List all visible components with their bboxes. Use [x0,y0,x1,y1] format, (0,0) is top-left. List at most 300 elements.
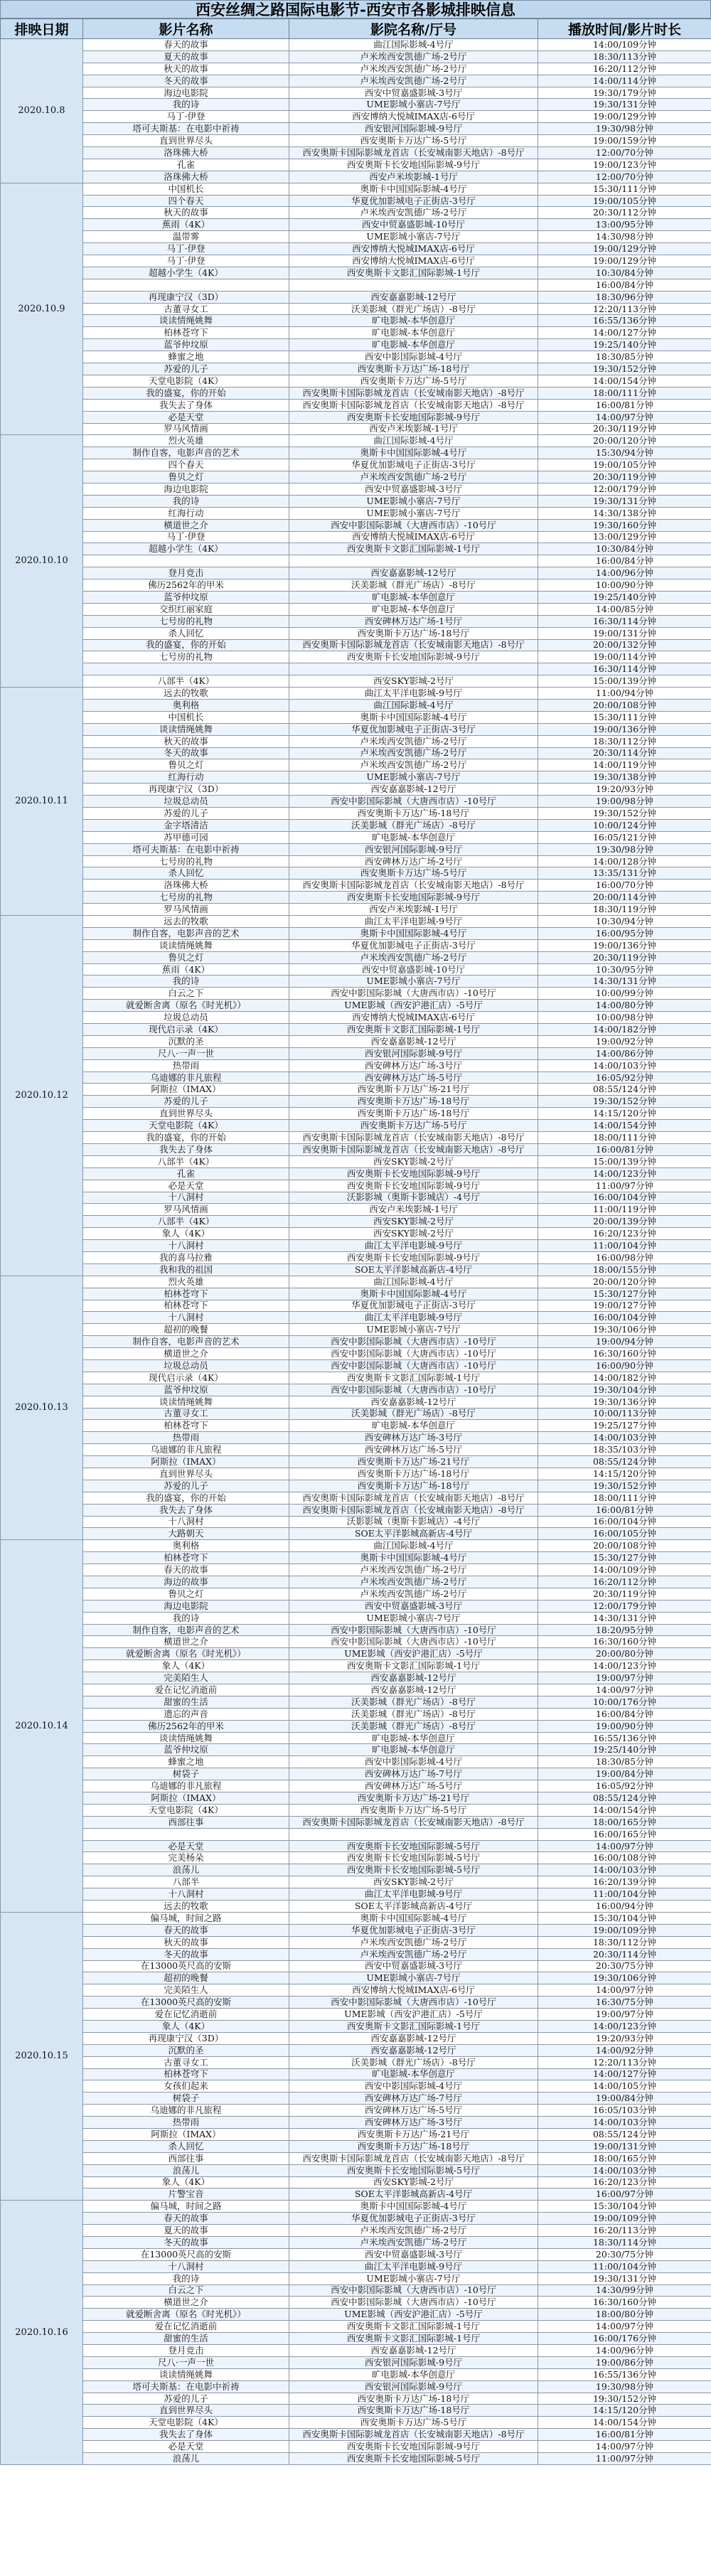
cinema-cell: 西安奥斯卡万达广场-21号厅 [289,1084,538,1096]
table-row [1,1155,711,1167]
film-cell: 沉默的圣 [83,2044,289,2056]
cinema-cell: 西安奥斯卡万达广场-18号厅 [289,2140,538,2152]
table-row [1,519,711,531]
time-cell: 14:00/128分钟 [538,855,711,867]
table-row [1,1444,711,1456]
time-cell: 19:00/109分钟 [538,1924,711,1936]
table-row [1,39,711,51]
film-cell: 海边的故事 [83,1576,289,1588]
table-row [1,1528,711,1540]
film-cell: 我的诗 [83,1612,289,1624]
table-row [1,1059,711,1071]
table-row [1,459,711,471]
cinema-cell: 曲江国际影城-4号厅 [289,435,538,447]
film-cell: 遗忘的声音 [83,1708,289,1720]
time-cell: 14:00/127分钟 [538,327,711,339]
table-row [1,1864,711,1876]
cinema-cell: 西安奥斯卡国际影城龙首店（长安城南影天地店）-8号厅 [289,2429,538,2441]
film-cell: 我的喜马拉雅 [83,1251,289,1263]
time-cell: 14:00/103分钟 [538,1059,711,1071]
time-cell: 20:00/80分钟 [538,1648,711,1660]
cinema-cell: 西安奥斯卡万达广场-18号厅 [289,1108,538,1120]
time-cell: 20:00/120分钟 [538,1276,711,1288]
film-cell: 象人（4K） [83,2020,289,2032]
time-cell: 19:00/131分钟 [538,627,711,639]
cinema-cell: 西安奥斯卡万达广场-5号厅 [289,867,538,880]
film-cell: 柏林苍穹下 [83,327,289,339]
film-cell: 八部半（4K） [83,675,289,688]
time-cell: 16:55/136分钟 [538,2368,711,2380]
time-cell: 14:00/119分钟 [538,759,711,771]
film-cell: 直到世界尽头 [83,2405,289,2417]
header-cinema: 影院名称/厅号 [289,19,538,39]
film-cell: 完美杨朵 [83,1852,289,1864]
cinema-cell: 沃美影城（群光广场店）-8号厅 [289,819,538,831]
cinema-cell: 曲江国际影城-4号厅 [289,1276,538,1288]
film-cell: 完美陌生人 [83,1672,289,1684]
cinema-cell: 卢米埃西安凯德广场-2号厅 [289,735,538,747]
time-cell: 18:30/113分钟 [538,50,711,63]
time-cell: 14:00/86分钟 [538,1047,711,1059]
table-row [1,1480,711,1492]
cinema-cell: 西安卢米埃影城-1号厅 [289,1204,538,1216]
cinema-cell: 西安中影国际影城-4号厅 [289,2080,538,2093]
time-cell: 08:55/124分钟 [538,2128,711,2140]
cinema-cell: UME影城小寨店-7号厅 [289,495,538,507]
table-row [1,2429,711,2441]
film-cell: 温带雾 [83,231,289,243]
table-row [1,579,711,592]
time-cell: 15:30/104分钟 [538,2201,711,2213]
table-row [1,939,711,951]
time-cell: 19:00/86分钟 [538,2356,711,2368]
time-cell: 16:05/92分钟 [538,1071,711,1084]
table-row [1,1576,711,1588]
cinema-cell: 西安嘉嘉影城-12号厅 [289,1672,538,1684]
cinema-cell: 西安博纳大悦城IMAX店-6号厅 [289,531,538,543]
table-row [1,2260,711,2272]
table-row [1,1696,711,1708]
cinema-cell: 西安银河国际影城-9号厅 [289,2356,538,2368]
film-cell: 远去的牧歌 [83,916,289,928]
table-row [1,699,711,711]
cinema-cell: 卢米埃西安凯德广场-2号厅 [289,951,538,963]
film-cell: 我失去了身体 [83,2429,289,2441]
time-cell: 19:00/109分钟 [538,2213,711,2225]
table-row [1,1876,711,1888]
film-cell: 横道世之介 [83,2297,289,2309]
cinema-cell: 卢米埃西安凯德广场-2号厅 [289,1588,538,1600]
film-cell: 佛历2562年的甲米 [83,579,289,592]
table-row [1,159,711,171]
cinema-cell: 西安嘉嘉影城-12号厅 [289,1684,538,1696]
film-cell: 蜂蜜之地 [83,1756,289,1768]
film-cell: 白云之下 [83,988,289,1000]
time-cell: 19:30/152分钟 [538,2393,711,2405]
cinema-cell: 西安SKY影城-2号厅 [289,2176,538,2188]
cinema-cell: 卢米埃西安凯德广场-2号厅 [289,471,538,483]
table-row [1,892,711,904]
time-cell: 19:00/127分钟 [538,1300,711,1312]
schedule-body [1,39,711,2465]
film-cell: 蓝爷仲坟原 [83,591,289,603]
cinema-cell: 西安SKY影城-2号厅 [289,1155,538,1167]
table-row [1,2032,711,2044]
cinema-cell: 西安卢米埃影城-1号厅 [289,423,538,435]
table-row [1,1468,711,1480]
table-row [1,2068,711,2080]
film-cell: 冬天的故事 [83,747,289,759]
film-cell: 杀人回忆 [83,867,289,880]
film-cell: 浪荡儿 [83,2453,289,2465]
film-cell: 再现康宁汉（3D） [83,291,289,303]
table-row [1,2236,711,2248]
time-cell: 20:30/75分钟 [538,1960,711,1972]
film-cell: 甜蜜的生活 [83,1696,289,1708]
cinema-cell: 西安中贸嘉盛影城-3号厅 [289,1960,538,1972]
table-row [1,2453,711,2465]
time-cell: 14:00/154分钟 [538,1120,711,1132]
table-row [1,904,711,916]
cinema-cell: 西安奥斯卡国际影城龙首店（长安城南影天地店）-8号厅 [289,147,538,159]
cinema-cell: 奥斯卡中国国际影城-4号厅 [289,1912,538,1924]
cinema-cell: UME影城（西安沪港汇店）-5号厅 [289,1000,538,1012]
table-row [1,1420,711,1432]
table-row [1,1504,711,1516]
time-cell: 16:55/136分钟 [538,315,711,327]
film-cell: 洛珠佛大桥 [83,171,289,183]
table-row [1,591,711,603]
table-row [1,1336,711,1348]
cinema-cell: 卢米埃西安凯德广场-2号厅 [289,747,538,759]
cinema-cell: UME影城小寨店-7号厅 [289,1972,538,1984]
time-cell: 16:00/84分钟 [538,1708,711,1720]
cinema-cell: 西安中影国际影城（大唐西市店）-10号厅 [289,796,538,808]
table-row [1,2309,711,2321]
table-row [1,1648,711,1660]
table-row [1,123,711,135]
table-row [1,255,711,267]
time-cell: 08:55/124分钟 [538,1084,711,1096]
time-cell: 16:00/81分钟 [538,1504,711,1516]
time-cell: 16:05/103分钟 [538,2105,711,2117]
table-row [1,2140,711,2152]
time-cell: 16:00/81分钟 [538,399,711,411]
table-row [1,1612,711,1624]
time-cell: 18:30/114分钟 [538,2236,711,2248]
table-row [1,243,711,255]
film-cell: 浪荡儿 [83,1864,289,1876]
time-cell: 16:00/176分钟 [538,2333,711,2345]
time-cell: 20:00/120分钟 [538,435,711,447]
time-cell: 14:00/154分钟 [538,375,711,387]
cinema-cell: 西安奥斯卡长安地国际影城-9号厅 [289,411,538,423]
table-row [1,916,711,928]
film-cell: 甜蜜的生活 [83,2333,289,2345]
film-cell: 四个春天 [83,195,289,207]
time-cell: 19:30/131分钟 [538,99,711,111]
cinema-cell: SOE太平洋影城高新店-4号厅 [289,1528,538,1540]
table-row [1,951,711,963]
table-row [1,2417,711,2429]
film-cell: 烈火英雄 [83,1276,289,1288]
cinema-cell: 西安奥斯卡万达广场-21号厅 [289,1792,538,1805]
film-cell: 苏爱的儿子 [83,2393,289,2405]
time-cell: 19:30/160分钟 [538,519,711,531]
time-cell: 10:00/113分钟 [538,1408,711,1420]
film-cell: 偏马城，时间之路 [83,1912,289,1924]
time-cell: 15:30/111分钟 [538,183,711,195]
cinema-cell: 西安奥斯卡长安地国际影城-9号厅 [289,651,538,663]
table-row [1,1768,711,1780]
table-row [1,1192,711,1204]
cinema-cell: 华夏优加影城电子正街店-3号厅 [289,2213,538,2225]
cinema-cell: 西安SKY影城-2号厅 [289,675,538,688]
table-row [1,1780,711,1792]
time-cell: 19:30/104分钟 [538,1384,711,1396]
cinema-cell: 西安奥斯卡国际影城龙首店（长安城南影天地店）-8号厅 [289,1143,538,1155]
time-cell: 19:25/140分钟 [538,591,711,603]
table-row [1,1901,711,1913]
time-cell: 16:00/90分钟 [538,1359,711,1372]
film-cell: 马丁·伊登 [83,255,289,267]
cinema-cell: 西安中影国际影城（大唐西市店）-10号厅 [289,988,538,1000]
time-cell: 18:00/165分钟 [538,2152,711,2164]
cinema-cell: 西安银河国际影城-9号厅 [289,1047,538,1059]
cinema-cell [289,1828,538,1840]
table-row [1,819,711,831]
cinema-cell: 西安奥斯卡国际影城龙首店（长安城南影天地店）-8号厅 [289,1492,538,1504]
time-cell: 20:30/75分钟 [538,2248,711,2260]
film-cell: 远去的牧歌 [83,1901,289,1913]
time-cell: 19:00/123分钟 [538,159,711,171]
time-cell: 16:30/160分钟 [538,1636,711,1648]
cinema-cell: 西安嘉嘉影城-12号厅 [289,2044,538,2056]
time-cell: 15:30/104分钟 [538,1912,711,1924]
time-cell: 16:00/108分钟 [538,1852,711,1864]
film-cell: 直到世界尽头 [83,1108,289,1120]
table-row [1,2441,711,2453]
cinema-cell: SOE太平洋影城高新店-4号厅 [289,1263,538,1276]
time-cell: 16:30/114分钟 [538,663,711,675]
cinema-cell: 卢米埃西安凯德广场-2号厅 [289,2236,538,2248]
cinema-cell: 西安奥斯卡国际影城龙首店（长安城南影天地店）-8号厅 [289,399,538,411]
cinema-cell: 沃美影城（群光广场店）-8号厅 [289,1720,538,1732]
cinema-cell [289,279,538,291]
cinema-cell: 西安奥斯卡万达广场-18号厅 [289,808,538,820]
table-row [1,1096,711,1108]
film-cell: 横道世之介 [83,1348,289,1360]
film-cell: 垃圾总动员 [83,1012,289,1024]
cinema-cell: 卢米埃西安凯德广场-2号厅 [289,50,538,63]
time-cell: 14:00/80分钟 [538,1000,711,1012]
cinema-cell: 旷电影城-本华创意厅 [289,1744,538,1756]
table-row [1,1324,711,1336]
table-row [1,1143,711,1155]
time-cell: 19:25/127分钟 [538,1420,711,1432]
table-row [1,796,711,808]
film-cell: 苏爱的儿子 [83,1480,289,1492]
film-cell: 白云之下 [83,2284,289,2297]
cinema-cell: 西安博纳大悦城IMAX店-6号厅 [289,1984,538,1997]
time-cell: 19:25/140分钟 [538,339,711,351]
table-row [1,1204,711,1216]
film-cell: 必是天堂 [83,1180,289,1192]
table-row [1,375,711,387]
time-cell: 18:30/85分钟 [538,1756,711,1768]
table-row [1,2176,711,2188]
time-cell: 20:00/114分钟 [538,892,711,904]
film-cell: 四个春天 [83,459,289,471]
film-cell: 苏甲德可园 [83,831,289,843]
cinema-cell: 旷电影城-本华创意厅 [289,591,538,603]
cinema-cell: 西安奥斯卡长安地国际影城-9号厅 [289,1167,538,1180]
film-cell: 我的盛宴，你的开始 [83,387,289,399]
film-cell: 谈读情绳姚舞 [83,1396,289,1408]
cinema-cell: 西安中影国际影城-4号厅 [289,1756,538,1768]
cinema-cell: 旷电影城-本华创意厅 [289,831,538,843]
cinema-cell: 曲江国际影城-4号厅 [289,699,538,711]
film-cell: 鲁贝之灯 [83,951,289,963]
header-film: 影片名称 [83,19,289,39]
film-cell: 十八洞村 [83,1516,289,1528]
film-cell: 红海行动 [83,507,289,519]
cinema-cell: 卢米埃西安凯德广场-2号厅 [289,75,538,87]
time-cell: 16:00/97分钟 [538,2188,711,2201]
table-row [1,63,711,75]
time-cell: 14:00/103分钟 [538,1432,711,1444]
date-cell: 2020.10.11 [1,688,83,916]
table-row [1,2201,711,2213]
film-cell: 西部往事 [83,2152,289,2164]
table-row [1,759,711,771]
table-row [1,988,711,1000]
film-cell: 爱在记忆消逝前 [83,2321,289,2333]
film-cell: 乌迪娜的非凡旅程 [83,1071,289,1084]
film-cell: 蓝爷仲坟原 [83,1384,289,1396]
time-cell: 19:00/84分钟 [538,2093,711,2105]
time-cell: 10:00/176分钟 [538,1696,711,1708]
table-row [1,808,711,820]
time-cell: 16:20/123分钟 [538,2176,711,2188]
table-row [1,1024,711,1036]
cinema-cell: 曲江太平洋电影城-9号厅 [289,916,538,928]
cinema-cell: 西安嘉嘉影城-12号厅 [289,2032,538,2044]
cinema-cell: 旷电影城-本华创意厅 [289,603,538,615]
film-cell: 必是天堂 [83,411,289,423]
table-row [1,315,711,327]
film-cell: 乌迪娜的非凡旅程 [83,1444,289,1456]
table-row [1,1972,711,1984]
table-row [1,1960,711,1972]
film-cell [83,663,289,675]
cinema-cell: 旷电影城-本华创意厅 [289,1420,538,1432]
film-cell: 远去的牧歌 [83,688,289,700]
time-cell: 11:00/104分钟 [538,1240,711,1252]
date-cell: 2020.10.15 [1,1912,83,2200]
film-cell: 春天的故事 [83,1564,289,1576]
film-cell: 乌迪娜的非凡旅程 [83,1780,289,1792]
date-cell: 2020.10.14 [1,1540,83,1913]
time-cell: 13:35/131分钟 [538,867,711,880]
table-row [1,1984,711,1997]
time-cell: 14:00/105分钟 [538,2080,711,2093]
film-cell: 谈读情绳姚舞 [83,2368,289,2380]
film-cell: 奥利格 [83,1540,289,1552]
table-row [1,1840,711,1852]
table-row [1,2368,711,2380]
table-row [1,2105,711,2117]
film-cell: 必是天堂 [83,1840,289,1852]
table-row [1,2128,711,2140]
film-cell: 超初的晚餐 [83,1972,289,1984]
cinema-cell: 西安奥斯卡文影汇国际影城-1号厅 [289,2333,538,2345]
time-cell: 18:00/165分钟 [538,1816,711,1828]
table-row [1,2009,711,2021]
cinema-cell: 西安奥斯卡万达广场-18号厅 [289,627,538,639]
table-row [1,303,711,315]
time-cell: 19:00/131分钟 [538,2140,711,2152]
cinema-cell: 沃美影城（群光广场店）-8号厅 [289,1696,538,1708]
table-row [1,1828,711,1840]
time-cell: 19:30/131分钟 [538,495,711,507]
cinema-cell: 西安碑林万达广场-5号厅 [289,1444,538,1456]
time-cell: 16:30/114分钟 [538,615,711,627]
cinema-cell: 西安中影国际影城（大唐西市店）-10号厅 [289,1636,538,1648]
film-cell: 我的盛宴，你的开始 [83,1492,289,1504]
cinema-cell: 西安中贸嘉盛影城-3号厅 [289,1600,538,1612]
table-row [1,483,711,495]
table-row [1,1720,711,1732]
cinema-cell: 西安中影国际影城（大唐西市店）-10号厅 [289,2297,538,2309]
film-cell: 鲁贝之灯 [83,759,289,771]
date-cell: 2020.10.12 [1,916,83,1276]
cinema-cell: 奥斯卡中国国际影城-4号厅 [289,2201,538,2213]
cinema-cell: UME影城小寨店-7号厅 [289,2272,538,2284]
time-cell: 08:55/124分钟 [538,1792,711,1805]
table-row [1,1108,711,1120]
table-row [1,615,711,627]
time-cell: 12:00/70分钟 [538,147,711,159]
table-row [1,1240,711,1252]
time-cell: 15:30/111分钟 [538,711,711,723]
film-cell: 登月竞击 [83,2345,289,2357]
time-cell: 16:00/81分钟 [538,2429,711,2441]
table-row [1,1684,711,1696]
cinema-cell: 沃美影城（群光广场店）-8号厅 [289,1408,538,1420]
film-cell: 苏爱的儿子 [83,1096,289,1108]
time-cell: 16:20/112分钟 [538,63,711,75]
table-row [1,831,711,843]
table-row [1,1372,711,1384]
film-cell: 杀人回忆 [83,627,289,639]
cinema-cell: 西安中贸嘉盛影城-3号厅 [289,483,538,495]
table-row [1,963,711,976]
table-row [1,1084,711,1096]
table-row [1,435,711,447]
cinema-cell: 卢米埃西安凯德广场-2号厅 [289,1564,538,1576]
time-cell: 16:55/136分钟 [538,1732,711,1744]
time-cell: 14:00/97分钟 [538,2321,711,2333]
cinema-cell: 奥斯卡中国国际影城-4号厅 [289,447,538,459]
time-cell: 19:30/136分钟 [538,1396,711,1408]
table-row [1,2020,711,2032]
time-cell: 14:00/123分钟 [538,1660,711,1672]
cinema-cell: 西安奥斯卡长安地国际影城-9号厅 [289,2441,538,2453]
cinema-cell: 西安奥斯卡长安地国际影城-5号厅 [289,2164,538,2176]
table-row [1,747,711,759]
time-cell: 19:00/92分钟 [538,1035,711,1047]
